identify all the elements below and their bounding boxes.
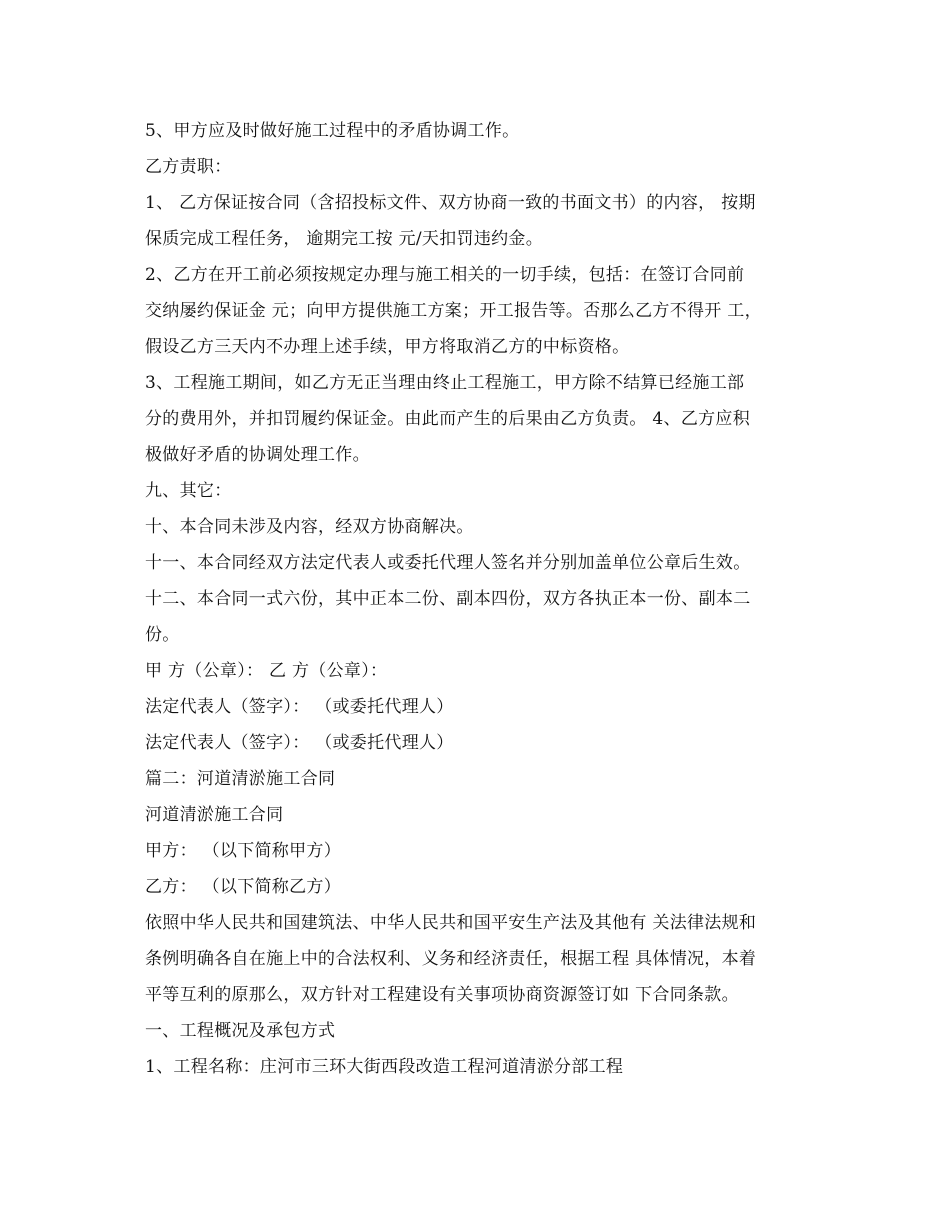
section-heading: 九、其它： xyxy=(145,481,232,501)
text-line: 1、 乙方保证按合同（含招投标文件、双方协商一致的书面文书）的内容， 按期 xyxy=(145,193,756,213)
text-line: 3、工程施工期间，如乙方无正当理由终止工程施工，甲方除不结算已经施工部 xyxy=(145,373,745,393)
signature-line: 法定代表人（签字）： （或委托代理人） xyxy=(145,733,454,753)
text-line: 条例明确各自在施上中的合法权利、义务和经济责任，根据工程 具体情况，本着 xyxy=(145,949,757,969)
chapter-title: 篇二：河道清淤施工合同 xyxy=(145,769,336,789)
text-line: 分的费用外，并扣罚履约保证金。由此而产生的后果由乙方负责。 4、乙方应积 xyxy=(145,409,751,429)
text-line: 1、工程名称：庄河市三环大街西段改造工程河道清淤分部工程 xyxy=(145,1057,624,1077)
text-line: 假设乙方三天内不办理上述手续，甲方将取消乙方的中标资格。 xyxy=(145,337,630,357)
text-line: 十一、本合同经双方法定代表人或委托代理人签名并分别加盖单位公章后生效。 xyxy=(145,553,751,573)
text-line: 份。 xyxy=(145,625,180,645)
signature-line: 甲 方（公章）： 乙 方（公章）： xyxy=(145,661,388,681)
party-line: 甲方： （以下简称甲方） xyxy=(145,841,342,861)
section-heading: 一、工程概况及承包方式 xyxy=(145,1021,336,1041)
text-line: 极做好矛盾的协调处理工作。 xyxy=(145,445,370,465)
document-body xyxy=(145,113,805,1085)
text-line: 平等互利的原那么，双方针对工程建设有关事项协商资源签订如 下合同条款。 xyxy=(145,985,739,1005)
text-line: 十、本合同未涉及内容，经双方协商解决。 xyxy=(145,517,474,537)
text-line: 十二、本合同一式六份，其中正本二份、副本四份，双方各执正本一份、副本二 xyxy=(145,589,751,609)
text-line: 5、甲方应及时做好施工过程中的矛盾协调工作。 xyxy=(145,121,520,141)
section-heading: 乙方责职： xyxy=(145,157,232,177)
text-line: 2、乙方在开工前必须按规定办理与施工相关的一切手续，包括：在签订合同前 xyxy=(145,265,745,285)
text-line: 保质完成工程任务， 逾期完工按 元/天扣罚违约金。 xyxy=(145,229,544,249)
party-line: 乙方： （以下简称乙方） xyxy=(145,877,342,897)
text-line: 依照中华人民共和国建筑法、中华人民共和国平安生产法及其他有 关法律法规和 xyxy=(145,913,757,933)
contract-title: 河道清淤施工合同 xyxy=(145,805,284,825)
text-line: 交纳屡约保证金 元；向甲方提供施工方案；开工报告等。否那么乙方不得开 工， xyxy=(145,301,762,321)
signature-line: 法定代表人（签字）： （或委托代理人） xyxy=(145,697,454,717)
